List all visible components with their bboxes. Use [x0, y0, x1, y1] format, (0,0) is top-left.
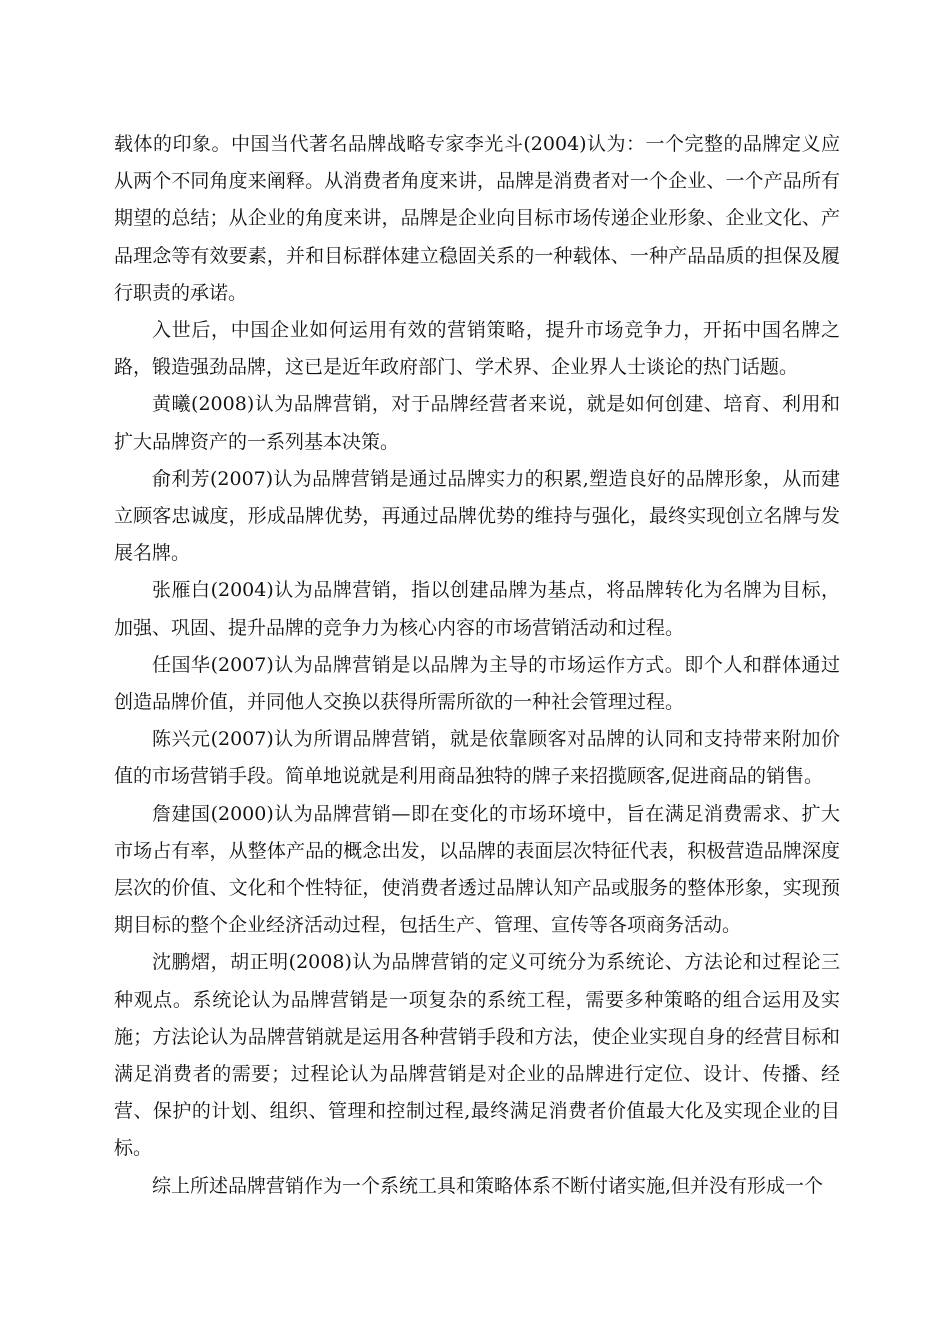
paragraph-yu-lifang: 俞利芳(2007)认为品牌营销是通过品牌实力的积累,塑造良好的品牌形象，从而建立顾客忠诚度，形成品牌优势，再通过品牌优势的维持与强化，最终实现创立名牌与发展名牌。	[114, 467, 840, 565]
paragraph-shen-hu: 沈鹏熠，胡正明(2008)认为品牌营销的定义可统分为系统论、方法论和过程论三种观点。系统论认为品牌营销是一项复杂的系统工程，需要多种策略的组合运用及实施；方法论认为品牌营销就是运用各种营销手段和方法，使企业实现自身的经营目标和满足消费者的需要；过程论认为品牌营销是对企业的品牌进行定位、设计、传播、经营、保护的计划、组织、管理和控制过程,最终满足消费者价值最大化及实现企业的目标。	[114, 951, 840, 1160]
paragraph-zhang-yanbai: 张雁白(2004)认为品牌营销，指以创建品牌为基点，将品牌转化为名牌为目标，加强、巩固、提升品牌的竞争力为核心内容的市场营销活动和过程。	[114, 579, 840, 639]
paragraph-chen-xingyuan: 陈兴元(2007)认为所谓品牌营销，就是依靠顾客对品牌的认同和支持带来附加价值的市场营销手段。简单地说就是利用商品独特的牌子来招揽顾客,促进商品的销售。	[114, 728, 840, 788]
document-page	[114, 126, 840, 1205]
paragraph-ren-guohua: 任国华(2007)认为品牌营销是以品牌为主导的市场运作方式。即个人和群体通过创造品牌价值，并同他人交换以获得所需所欲的一种社会管理过程。	[114, 653, 840, 714]
paragraph-zhan-jianguo: 詹建国(2000)认为品牌营销—即在变化的市场环境中，旨在满足消费需求、扩大市场占有率，从整体产品的概念出发，以品牌的表面层次特征代表，积极营造品牌深度层次的价值、文化和个性特征，使消费者透过品牌认知产品或服务的整体形象，实现预期目标的整个企业经济活动过程，包括生产、管理、宣传等各项商务活动。	[114, 802, 840, 937]
paragraph-brand-definition-continued: 载体的印象。中国当代著名品牌战略专家李光斗(2004)认为：一个完整的品牌定义应从两个不同角度来阐释。从消费者角度来讲，品牌是消费者对一个企业、一个产品所有期望的总结；从企业的角度来讲，品牌是企业向目标市场传递企业形象、企业文化、产品理念等有效要素，并和目标群体建立稳固关系的一种载体、一种产品品质的担保及履行职责的承诺。	[114, 133, 840, 304]
paragraph-wto-branding: 入世后，中国企业如何运用有效的营销策略，提升市场竞争力，开拓中国名牌之路，锻造强劲品牌，这已是近年政府部门、学术界、企业界人士谈论的热门话题。	[114, 319, 840, 379]
paragraph-summary: 综上所述品牌营销作为一个系统工具和策略体系不断付诸实施,但并没有形成一个	[152, 1174, 824, 1197]
paragraph-huang-xi: 黄曦(2008)认为品牌营销，对于品牌经营者来说，就是如何创建、培育、利用和扩大品牌资产的一系列基本决策。	[114, 393, 840, 453]
